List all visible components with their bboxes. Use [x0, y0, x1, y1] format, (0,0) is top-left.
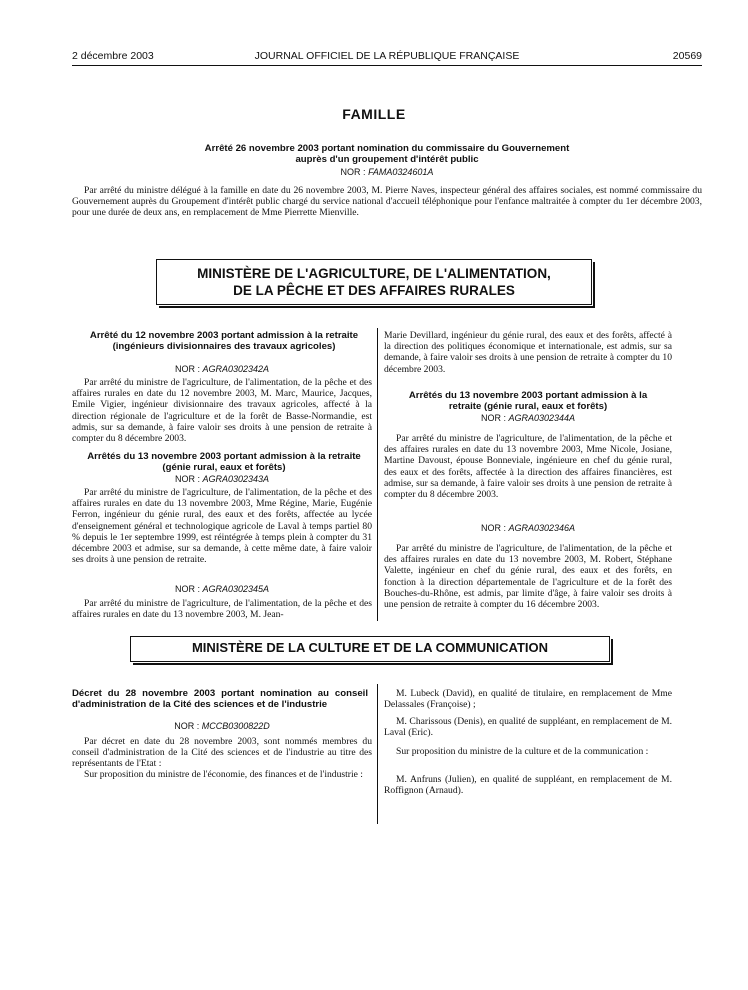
agri-a1-nor [72, 364, 372, 375]
nor-code: AGRA0302344A [508, 413, 576, 423]
nor-label: NOR : [480, 523, 509, 533]
agri-a2-body: Par arrêté du ministre de l'agriculture, de l'alimentation, de la pêche et des affaires rurales en date du 13 novembre 2003, Mme Régine, Marie, Eugénie Ferron, ingénieur du génie rural, des eaux et des forêts, affectée au lycée d'enseignement général et technologique agricole de Laval à temps partiel 80 % depuis le 1er septembre 1999, est réintégrée à temps plein à compter du 31 décembre 2003 et admise, sur sa demande, à cette même date, à faire valoir ses droits à une pension de retraite. [72, 487, 372, 566]
agri-b2-body: Par arrêté du ministre de l'agriculture, de l'alimentation, de la pêche et des affaires rurales en date du 13 novembre 2003, M. Robert, Stéphane Valette, ingénieur en chef du génie rural, des eaux et des forêts, en fonction à la direction départementale de l'agriculture et de la forêt des Bouches-du-Rhône, est admis, par limite d'âge, à faire valoir ses droits à une pension de retraite à compter du 16 décembre 2003. [384, 543, 672, 611]
culture-p4: M. Charissous (Denis), en qualité de suppléant, en remplacement de M. Laval (Eric). [384, 716, 672, 739]
nor-code: AGRA0302343A [202, 474, 270, 484]
nor-label: NOR : [174, 584, 203, 594]
ministry-box-agriculture [156, 259, 592, 305]
nor-code: AGRA0302346A [508, 523, 576, 533]
agri-box-line1: MINISTÈRE DE L'AGRICULTURE, DE L'ALIMENTATION, [197, 266, 551, 281]
agri-b2-nor [384, 523, 672, 534]
famille-nor [72, 167, 702, 178]
nor-code: AGRA0302342A [202, 364, 270, 374]
culture-p6: M. Anfruns (Julien), en qualité de suppléant, en remplacement de M. Roffignon (Arnaud). [384, 774, 672, 797]
agri-a3-continuation: Marie Devillard, ingénieur du génie rural, des eaux et des forêts, affecté à la direction des politiques économique et internationale, est admis, sur sa demande, à faire valoir ses droits à une pension de retraite à compter du 10 décembre 2003. [384, 330, 672, 375]
nor-label: NOR : [174, 721, 202, 731]
culture-p2: Sur proposition du ministre de l'économie, des finances et de l'industrie : [84, 769, 363, 780]
header-journal-title: JOURNAL OFFICIEL DE LA RÉPUBLIQUE FRANÇAISE [254, 50, 520, 62]
famille-body: Par arrêté du ministre délégué à la famille en date du 26 novembre 2003, M. Pierre Naves, inspecteur général des affaires sociales, est nommé commissaire du Gouvernement auprès du Groupement d'intérêt public chargé du service national d'accueil téléphonique pour l'enfance maltraitée à compter du 1er décembre 2003, pour une durée de deux ans, en remplacement de Mme Pierrette Mienville. [72, 185, 702, 219]
culture-decret-title: Décret du 28 novembre 2003 portant nomination au conseil d'administration de la Cité des sciences et de l'industrie [72, 688, 368, 710]
agri-a3-body: Par arrêté du ministre de l'agriculture, de l'alimentation, de la pêche et des affaires rurales en date du 13 novembre 2003, M. Jean- [72, 598, 372, 621]
ministry-box-culture: MINISTÈRE DE LA CULTURE ET DE LA COMMUNICATION [130, 636, 610, 662]
agri-a3-nor [72, 584, 372, 595]
column-divider [377, 328, 378, 621]
famille-title-line2: auprès d'un groupement d'intérêt public [295, 154, 479, 165]
agri-box-line2: DE LA PÊCHE ET DES AFFAIRES RURALES [233, 283, 515, 298]
nor-code: AGRA0302345A [202, 584, 270, 594]
nor-label: NOR : [174, 474, 203, 484]
page-header [72, 50, 702, 64]
header-rule [72, 65, 702, 66]
nor-label: NOR : [340, 167, 369, 177]
nor-code: MCCB0300822D [201, 721, 270, 731]
header-page-number: 20569 [672, 50, 702, 62]
famille-title-line1: Arrêté 26 novembre 2003 portant nomination du commissaire du Gouvernement [204, 143, 570, 154]
nor-code: FAMA0324601A [368, 167, 434, 177]
culture-p1: Par décret en date du 28 novembre 2003, sont nommés membres du conseil d'administration de la Cité des sciences et de l'industrie au titre des représentants de l'Etat : [72, 736, 372, 770]
famille-arrete-title [72, 143, 702, 165]
section-heading-famille: FAMILLE [342, 106, 406, 122]
agri-b1-body: Par arrêté du ministre de l'agriculture, de l'alimentation, de la pêche et des affaires rurales en date du 13 novembre 2003, Mme Nicole, Josiane, Martine Davoust, épouse Bonneviale, ingénieure en chef du génie rural, des eaux et des forêts, affectée à la direction des affaires financières, est admise, sur sa demande, à faire valoir ses droits à une pension de retraite à compter du 8 décembre 2003. [384, 433, 672, 501]
culture-p3: M. Lubeck (David), en qualité de titulaire, en remplacement de Mme Delassales (Françoise) ; [384, 688, 672, 711]
nor-label: NOR : [480, 413, 509, 423]
culture-p5: Sur proposition du ministre de la culture et de la communication : [396, 746, 649, 757]
header-date: 2 décembre 2003 [72, 50, 154, 62]
agri-b1-nor [384, 413, 672, 424]
column-divider [377, 684, 378, 824]
agri-a1-title: Arrêté du 12 novembre 2003 portant admission à la retraite (ingénieurs divisionnaires des travaux agricoles) [89, 330, 359, 352]
culture-nor [72, 721, 372, 732]
agri-a2-nor [72, 474, 372, 485]
agri-a1-body: Par arrêté du ministre de l'agriculture, de l'alimentation, de la pêche et des affaires rurales en date du 12 novembre 2003, M. Marc, Maurice, Jacques, Emile Vigier, ingénieur divisionnaire des travaux agricoles, affecté à la direction régionale de l'agriculture et de la forêt de Basse-Normandie, est admis, sur sa demande, à faire valoir ses droits à une pension de retraite à compter du 8 décembre 2003. [72, 377, 372, 445]
agri-b-title: Arrêtés du 13 novembre 2003 portant admission à la retraite (génie rural, eaux et forêts) [408, 390, 648, 412]
agri-a2-title: Arrêtés du 13 novembre 2003 portant admission à la retraite (génie rural, eaux et forêts) [87, 451, 361, 473]
nor-label: NOR : [174, 364, 203, 374]
